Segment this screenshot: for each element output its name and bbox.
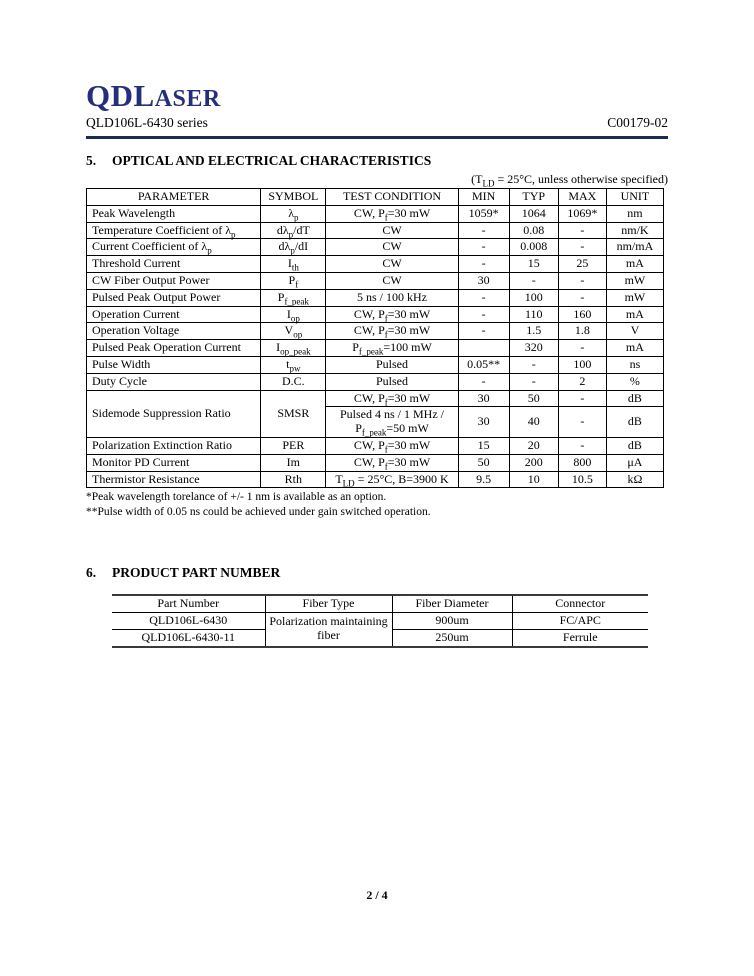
- table-cell: 30: [458, 407, 509, 438]
- table-cell: QLD106L-6430: [112, 612, 265, 629]
- table-cell: 1064: [509, 205, 558, 222]
- column-header: MAX: [558, 189, 606, 206]
- table-cell: $\lambda_p$: [261, 205, 326, 222]
- table-cell: D.C.: [261, 373, 326, 390]
- table-cell: Pulsed Peak Output Power: [87, 289, 261, 306]
- table-cell: 1.8: [558, 323, 606, 340]
- table-cell: 30: [458, 272, 509, 289]
- table-cell: CW: [326, 239, 458, 256]
- table-cell: 9.5: [458, 471, 509, 488]
- column-header: Part Number: [112, 595, 265, 612]
- column-header: UNIT: [606, 189, 663, 206]
- table-cell: 200: [509, 454, 558, 471]
- table-cell: -: [458, 289, 509, 306]
- table-row: [87, 373, 664, 390]
- table-cell: 50: [509, 390, 558, 407]
- table-cell: Polarization maintaining fiber: [265, 612, 392, 646]
- table-cell: 160: [558, 306, 606, 323]
- table-cell: $I_{op\_peak}$: [261, 340, 326, 357]
- table-cell: mW: [606, 289, 663, 306]
- table-cell: -: [509, 373, 558, 390]
- table-cell: nm/mA: [606, 239, 663, 256]
- table-cell: Ferrule: [512, 629, 648, 646]
- table-cell: dB: [606, 437, 663, 454]
- table-cell: dB: [606, 407, 663, 438]
- table-cell: 25: [558, 256, 606, 273]
- table-cell: 0.008: [509, 239, 558, 256]
- table-cell: 20: [509, 437, 558, 454]
- table-cell: 1.5: [509, 323, 558, 340]
- table-cell: PER: [261, 437, 326, 454]
- table-footnotes: [86, 490, 668, 519]
- page-number: 2 / 4: [366, 888, 388, 902]
- table-cell: -: [558, 222, 606, 239]
- section6-number: 6.: [86, 565, 97, 581]
- table-cell: %: [606, 373, 663, 390]
- table-row: [87, 356, 664, 373]
- table-cell: CW, $P_f=30$ mW: [326, 454, 458, 471]
- logo-text-small: ASER: [154, 86, 221, 112]
- table-row: [112, 612, 648, 629]
- table-row: [87, 222, 664, 239]
- table-cell: Temperature Coefficient of $\lambda_p$: [87, 222, 261, 239]
- column-header: Connector: [512, 595, 648, 612]
- table-header-row: [112, 595, 648, 612]
- document-header: [86, 115, 668, 131]
- table-row: [87, 340, 664, 357]
- table-row: [87, 239, 664, 256]
- table-cell: Current Coefficient of $\lambda_p$: [87, 239, 261, 256]
- table-cell: 1069*: [558, 205, 606, 222]
- table-cell: Peak Wavelength: [87, 205, 261, 222]
- table-cell: Monitor PD Current: [87, 454, 261, 471]
- table-cell: CW, $P_f=30$ mW: [326, 306, 458, 323]
- logo-text-large: QDL: [86, 78, 155, 113]
- table-cell: Pulsed Peak Operation Current: [87, 340, 261, 357]
- table-cell: 15: [509, 256, 558, 273]
- table-cell: 10.5: [558, 471, 606, 488]
- table-cell: $T_{LD} = 25^\circ C$, B=3900 K: [326, 471, 458, 488]
- table-cell: $P_{f\_peak}=100$ mW: [326, 340, 458, 357]
- table-row: [87, 205, 664, 222]
- table-cell: 5 ns / 100 kHz: [326, 289, 458, 306]
- table-cell: Thermistor Resistance: [87, 471, 261, 488]
- table-cell: $P_f$: [261, 272, 326, 289]
- table-cell: Pulsed: [326, 373, 458, 390]
- table-cell: 1059*: [458, 205, 509, 222]
- table-cell: SMSR: [261, 390, 326, 437]
- table-cell: Pulsed: [326, 356, 458, 373]
- table-cell: -: [458, 306, 509, 323]
- table-cell: Pulsed 4 ns / 1 MHz / $P_{f\_peak}=50$ mW: [326, 407, 458, 438]
- table-cell: -: [558, 239, 606, 256]
- column-header: Fiber Type: [265, 595, 392, 612]
- table-cell: -: [558, 272, 606, 289]
- table-row: [87, 390, 664, 407]
- table-row: [87, 272, 664, 289]
- table-cell: 100: [509, 289, 558, 306]
- table-row: [87, 323, 664, 340]
- table-cell: 320: [509, 340, 558, 357]
- table-cell: 2: [558, 373, 606, 390]
- table-cell: μA: [606, 454, 663, 471]
- table-cell: nm/K: [606, 222, 663, 239]
- table-cell: Threshold Current: [87, 256, 261, 273]
- column-header: PARAMETER: [87, 189, 261, 206]
- footnote: *Peak wavelength torelance of +/- 1 nm is available as an option.: [86, 491, 387, 504]
- table-row: [87, 306, 664, 323]
- table-row: [87, 289, 664, 306]
- table-cell: $V_{op}$: [261, 323, 326, 340]
- footnote: **Pulse width of 0.05 ns could be achieved under gain switched operation.: [86, 505, 431, 518]
- doc-number: C00179-02: [607, 115, 668, 130]
- table-cell: 15: [458, 437, 509, 454]
- table-cell: 100: [558, 356, 606, 373]
- table-cell: CW, $P_f=30$ mW: [326, 205, 458, 222]
- table-header-row: [87, 189, 664, 206]
- table-cell: Rth: [261, 471, 326, 488]
- column-header: SYMBOL: [261, 189, 326, 206]
- section5-heading: [86, 153, 668, 169]
- section5-number: 5.: [86, 153, 97, 168]
- table-row: [87, 454, 664, 471]
- table-cell: CW Fiber Output Power: [87, 272, 261, 289]
- section5-title: OPTICAL AND ELECTRICAL CHARACTERISTICS: [112, 153, 432, 168]
- table-cell: Sidemode Suppression Ratio: [87, 390, 261, 437]
- table-row: [87, 437, 664, 454]
- table-cell: nm: [606, 205, 663, 222]
- table-cell: FC/APC: [512, 612, 648, 629]
- table-cell: -: [458, 239, 509, 256]
- table-cell: Polarization Extinction Ratio: [87, 437, 261, 454]
- table-cell: -: [458, 323, 509, 340]
- column-header: TYP: [509, 189, 558, 206]
- table-cell: dB: [606, 390, 663, 407]
- table-cell: CW, $P_f=30$ mW: [326, 390, 458, 407]
- part-number-table: [112, 594, 648, 648]
- column-header: TEST CONDITION: [326, 189, 458, 206]
- table-cell: [458, 340, 509, 357]
- table-cell: $d\lambda_p/dI$: [261, 239, 326, 256]
- table-cell: kΩ: [606, 471, 663, 488]
- company-logo: [86, 80, 668, 111]
- table-cell: -: [558, 289, 606, 306]
- table-cell: $d\lambda_p/dT$: [261, 222, 326, 239]
- table-cell: 0.05**: [458, 356, 509, 373]
- table-cell: CW, $P_f=30$ mW: [326, 323, 458, 340]
- table-cell: Operation Current: [87, 306, 261, 323]
- table-cell: V: [606, 323, 663, 340]
- table-cell: ns: [606, 356, 663, 373]
- table-row: [87, 471, 664, 488]
- table-cell: -: [558, 390, 606, 407]
- table-cell: -: [509, 356, 558, 373]
- table-cell: CW: [326, 256, 458, 273]
- table-cell: 40: [509, 407, 558, 438]
- header-divider: [86, 136, 668, 139]
- table-cell: mW: [606, 272, 663, 289]
- characteristics-table: [86, 188, 664, 488]
- table-cell: 10: [509, 471, 558, 488]
- column-header: Fiber Diameter: [392, 595, 512, 612]
- table-cell: -: [458, 222, 509, 239]
- table-cell: 900um: [392, 612, 512, 629]
- table-cell: Im: [261, 454, 326, 471]
- series-title: QLD106L-6430 series: [86, 115, 208, 130]
- table-cell: -: [458, 373, 509, 390]
- table-cell: 50: [458, 454, 509, 471]
- table-cell: CW: [326, 222, 458, 239]
- table-cell: Duty Cycle: [87, 373, 261, 390]
- column-header: MIN: [458, 189, 509, 206]
- table-cell: $I_{th}$: [261, 256, 326, 273]
- table-cell: -: [558, 407, 606, 438]
- table-cell: $P_{f\_peak}$: [261, 289, 326, 306]
- table-cell: mA: [606, 340, 663, 357]
- table-row: [87, 256, 664, 273]
- table-cell: -: [558, 437, 606, 454]
- table-cell: CW: [326, 272, 458, 289]
- table-cell: 250um: [392, 629, 512, 646]
- table-cell: Operation Voltage: [87, 323, 261, 340]
- table-cell: 30: [458, 390, 509, 407]
- table-cell: 800: [558, 454, 606, 471]
- section6-heading: [86, 565, 668, 581]
- table-cell: QLD106L-6430-11: [112, 629, 265, 646]
- table-cell: -: [509, 272, 558, 289]
- table-cell: mA: [606, 306, 663, 323]
- table-cell: mA: [606, 256, 663, 273]
- table-cell: Pulse Width: [87, 356, 261, 373]
- section6-title: PRODUCT PART NUMBER: [112, 565, 281, 581]
- table-cell: 110: [509, 306, 558, 323]
- table-cell: CW, $P_f=30$ mW: [326, 437, 458, 454]
- table-cell: -: [458, 256, 509, 273]
- table-cell: $t_{pw}$: [261, 356, 326, 373]
- table-cell: 0.08: [509, 222, 558, 239]
- test-condition-note: ($T_{LD} = 25^\circ C$, unless otherwise specified): [471, 172, 668, 189]
- table-cell: $I_{op}$: [261, 306, 326, 323]
- table-cell: -: [558, 340, 606, 357]
